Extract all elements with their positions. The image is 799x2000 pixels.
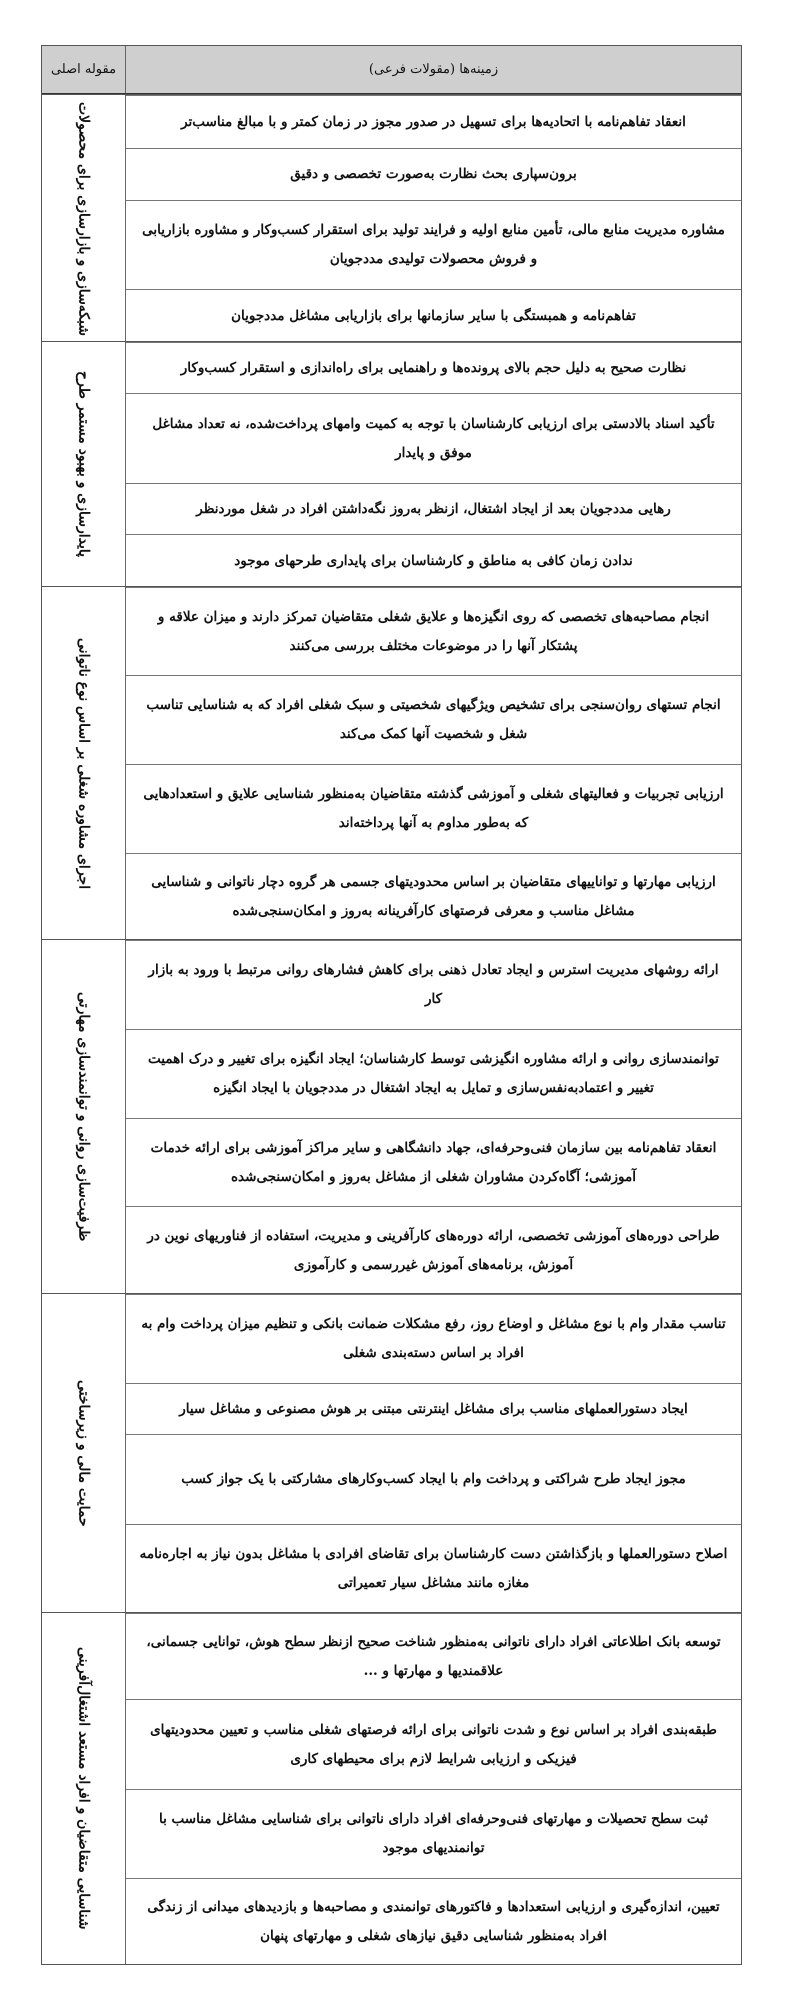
sub-category-text: توانمندسازی روانی و ارائه مشاوره انگیزشی توسط کارشناسان؛ ایجاد انگیزه برای تغییر و درک اهمیت تغییر و اعتمادبه‌نفس‌سازی و تمایل به ایجاد اشتغال در مددجویان با ایجاد انگیزه <box>148 1051 719 1096</box>
header-main-category: مقوله اصلی <box>42 46 126 93</box>
table-row <box>126 764 741 853</box>
sub-category-text: طبقه‌بندی افراد بر اساس نوع و شدت ناتوانی برای ارائه فرصتهای شغلی مناسب و تعیین محدودیتهای فیزیکی و ارزیابی شرایط لازم برای محیطهای کاری <box>150 1721 717 1767</box>
sub-category-text: ارزیابی مهارتها و تواناییهای متقاضیان بر اساس محدودیتهای جسمی هر گروه دچار ناتوانی و شناسایی مشاغل مناسب و معرفی فرصتهای کارآفرینانه به‌روز و امکان‌سنجی‌شده <box>151 874 716 919</box>
main-category-label: شبکه‌سازی و بازارسازی برای محصولات <box>75 101 92 336</box>
table-row <box>126 1699 741 1789</box>
sub-category-text: انجام مصاحبه‌های تخصصی که روی انگیزه‌ها و علایق شغلی متقاضیان تمرکز دارند و میزان علاقه و پشتکار آنها را در موضوعات مختلف بررسی می‌کنند <box>157 608 710 654</box>
categories-table <box>41 45 742 1965</box>
table-row <box>126 1294 741 1383</box>
table-row <box>126 1524 741 1613</box>
sub-category-text: برون‌سپاری بحث نظارت به‌صورت تخصصی و دقیق <box>290 166 577 182</box>
main-category-label: حمایت مالی و زیرساختی <box>75 1380 92 1527</box>
table-row <box>126 483 741 534</box>
sub-category-text: رهایی مددجویان بعد از ایجاد اشتغال، ازنظر به‌روز نگه‌داشتن افراد در شغل موردنظر <box>196 500 671 517</box>
table-section <box>42 94 741 342</box>
sub-category-text: انعقاد تفاهم‌نامه با اتحادیه‌ها برای تسهیل در صدور مجوز در زمان کمتر و با مبالغ مناسب‌تر <box>181 113 686 130</box>
sub-category-text: تأکید اسناد بالادستی برای ارزیابی کارشناسان با توجه به کمیت وامهای پرداخت‌شده، نه تعداد مشاغل موفق و پایدار <box>152 415 715 461</box>
table-row <box>126 1613 741 1699</box>
sub-category-text: نظارت صحیح به دلیل حجم بالای پرونده‌ها و راهنمایی برای راه‌اندازی و استقرار کسب‌وکار <box>180 359 687 376</box>
sub-category-text: مجوز ایجاد طرح شراکتی و پرداخت وام با ایجاد کسب‌وکارهای مشارکتی با یک جواز کسب <box>181 1471 686 1487</box>
main-category-label: شناسایی متقاضیان و افراد مستعد اشتغال‌آفرینی <box>75 1647 92 1930</box>
sub-category-text: طراحی دوره‌های آموزشی تخصصی، ارائه دوره‌های کارآفرینی و مدیریت، استفاده از فناوریهای نوین در آموزش، برنامه‌های آموزش غیررسمی و کارآموزی <box>147 1227 720 1273</box>
table-row <box>126 393 741 483</box>
table-row <box>126 1206 741 1294</box>
main-category-label: اجرای مشاوره شغلی بر اساس نوع ناتوانی <box>75 637 92 890</box>
table-row <box>126 587 741 675</box>
sub-category-text: ایجاد دستورالعملهای مناسب برای مشاغل اینترنتی مبتنی بر هوش مصنوعی و مشاغل سیار <box>179 1400 688 1417</box>
table-header <box>42 46 741 95</box>
sub-category-text: انعقاد تفاهم‌نامه بین سازمان فنی‌وحرفه‌ای، جهاد دانشگاهی و سایر مراکز آموزشی برای ارائه خدمات آموزشی؛ آگاه‌کردن مشاوران شغلی از مشاغل به‌روز و امکان‌سنجی‌شده <box>150 1139 717 1185</box>
table-row <box>126 148 741 200</box>
main-category-cell <box>42 1613 126 1964</box>
table-row <box>126 1878 741 1965</box>
table-section <box>42 1293 741 1613</box>
sub-category-text: اصلاح دستورالعملها و بازگذاشتن دست کارشناسان برای تقاضای افرادی با مشاغل بدون نیاز به اجاره‌نامه مغازه مانند مشاغل سیار تعمیراتی <box>139 1546 728 1591</box>
sub-category-text: ندادن زمان کافی به مناطق و کارشناسان برای پایداری طرحهای موجود <box>234 552 633 569</box>
table-row <box>126 940 741 1029</box>
table-section <box>42 341 741 587</box>
table-row <box>126 1118 741 1206</box>
table-row <box>126 853 741 940</box>
table-section <box>42 939 741 1294</box>
table-row <box>126 342 741 393</box>
sub-category-text: ارائه روشهای مدیریت استرس و ایجاد تعادل ذهنی برای کاهش فشارهای روانی مرتبط با ورود به بازار کار <box>148 962 719 1007</box>
table-section <box>42 1612 741 1964</box>
main-category-cell <box>42 342 126 587</box>
table-section <box>42 586 741 940</box>
sub-category-text: تفاهم‌نامه و همبستگی با سایر سازمانها برای بازاریابی مشاغل مددجویان <box>231 307 636 324</box>
sub-category-text: انجام تستهای روان‌سنجی برای تشخیص ویژگیهای شخصیتی و سبک شغلی افراد که به شناسایی تناسب شغل و شخصیت آنها کمک می‌کند <box>146 697 721 742</box>
table-row <box>126 675 741 764</box>
table-row <box>126 95 741 148</box>
table-row <box>126 1434 741 1524</box>
table-row <box>126 1383 741 1434</box>
main-category-cell <box>42 95 126 342</box>
main-category-cell <box>42 1294 126 1613</box>
table-row <box>126 200 741 289</box>
sub-category-text: تناسب مقدار وام با نوع مشاغل و اوضاع روز، رفع مشکلات ضمانت بانکی و تنظیم میزان پرداخت وام به افراد بر اساس دسته‌بندی شغلی <box>141 1316 726 1361</box>
main-category-cell <box>42 587 126 940</box>
sub-category-text: تعیین، اندازه‌گیری و ارزیابی استعدادها و فاکتورهای توانمندی و مصاحبه‌ها و بازدیدهای میدانی از زندگی افراد به‌منظور شناسایی دقیق نیازهای شغلی و مهارتهای پنهان <box>147 1899 720 1944</box>
main-category-cell <box>42 940 126 1294</box>
table-row <box>126 1029 741 1118</box>
sub-category-text: مشاوره مدیریت منابع مالی، تأمین منابع اولیه و فرایند تولید برای استقرار کسب‌وکار و مشاوره بازاریابی و فروش محصولات تولیدی مددجویان <box>142 222 725 267</box>
sub-category-text: توسعه بانک اطلاعاتی افراد دارای ناتوانی به‌منظور شناخت صحیح ازنظر سطح هوش، توانایی جسمانی، علاقمندیها و مهارتها و ... <box>146 1633 721 1679</box>
sub-category-text: ارزیابی تجربیات و فعالیتهای شغلی و آموزشی گذشته متقاضیان به‌منظور شناسایی علایق و استعدادهایی که به‌طور مداوم به آنها پرداخته‌اند <box>143 786 724 831</box>
header-sub-categories: زمینه‌ها (مقولات فرعی) <box>368 62 499 77</box>
table-row <box>126 534 741 587</box>
table-row <box>126 1789 741 1878</box>
sub-category-text: ثبت سطح تحصیلات و مهارتهای فنی‌وحرفه‌ای افراد دارای ناتوانی برای شناسایی مشاغل مناسب با توانمندیهای موجود <box>158 1811 709 1856</box>
table-row <box>126 289 741 342</box>
main-category-label: ظرفیت‌سازی روانی و توانمندسازی مهارتی <box>75 992 92 1242</box>
main-category-label: پایدارسازی و بهبود مستمر طرح <box>75 371 92 558</box>
